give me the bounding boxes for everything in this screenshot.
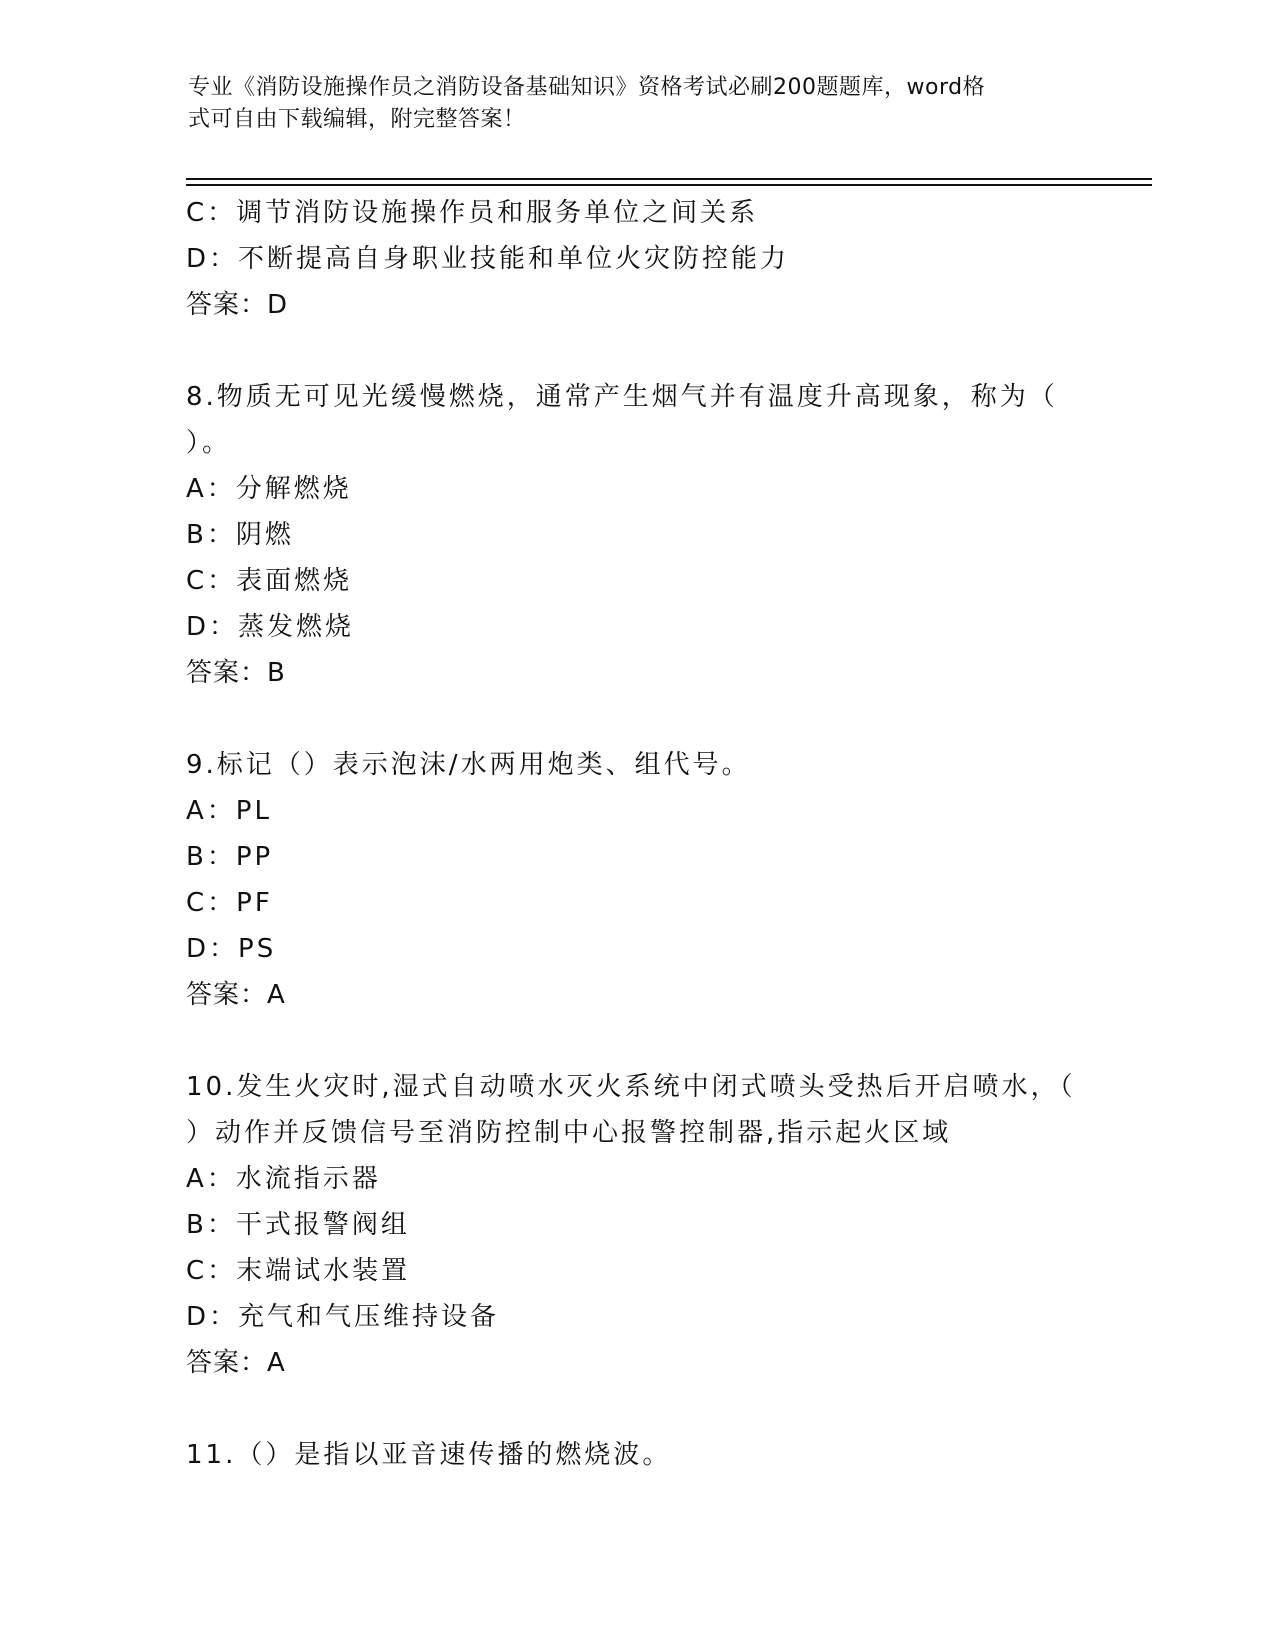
option-a: A：PL: [186, 796, 272, 826]
header-line-2: 式可自由下载编辑，附完整答案！: [188, 107, 526, 132]
option-d: D：不断提高自身职业技能和单位火灾防控能力: [186, 244, 790, 274]
document-header: [188, 72, 1068, 136]
question-8: [186, 374, 1086, 696]
spacer: [186, 1386, 1086, 1432]
option-c: C：末端试水装置: [186, 1256, 411, 1286]
question-stem-continued: ）。: [186, 428, 232, 458]
option-d: D：PS: [186, 934, 277, 964]
question-7-continuation: [186, 190, 1086, 328]
option-b: B：PP: [186, 842, 274, 872]
header-divider-top: [186, 178, 1152, 180]
option-a: A：分解燃烧: [186, 474, 352, 504]
question-list: [186, 190, 1086, 1478]
header-divider-bottom: [186, 184, 1152, 186]
spacer: [186, 328, 1086, 374]
option-b: B：干式报警阀组: [186, 1210, 410, 1240]
answer: 答案：A: [186, 980, 286, 1010]
question-10: [186, 1064, 1086, 1386]
question-stem: 9.标记（）表示泡沫/水两用炮类、组代号。: [186, 750, 751, 780]
option-c: C：调节消防设施操作员和服务单位之间关系: [186, 198, 759, 228]
header-line-1: 专业《消防设施操作员之消防设备基础知识》资格考试必刷200题题库，word格: [188, 75, 986, 100]
option-c: C：表面燃烧: [186, 566, 353, 596]
question-stem: 10.发生火灾时,湿式自动喷水灭火系统中闭式喷头受热后开启喷水，（: [186, 1072, 1076, 1102]
spacer: [186, 1018, 1086, 1064]
answer: 答案：A: [186, 1348, 286, 1378]
option-a: A：水流指示器: [186, 1164, 381, 1194]
option-d: D：充气和气压维持设备: [186, 1302, 500, 1332]
option-d: D：蒸发燃烧: [186, 612, 355, 642]
question-11: [186, 1432, 1086, 1478]
answer: 答案：D: [186, 290, 289, 320]
question-9: [186, 742, 1086, 1018]
option-b: B：阴燃: [186, 520, 294, 550]
answer: 答案：B: [186, 658, 286, 688]
question-stem: 8.物质无可见光缓慢燃烧，通常产生烟气并有温度升高现象，称为（: [186, 382, 1058, 412]
option-c: C：PF: [186, 888, 273, 918]
question-stem: 11.（）是指以亚音速传播的燃烧波。: [186, 1440, 672, 1470]
question-stem-continued: ）动作并反馈信号至消防控制中心报警控制器,指示起火区域: [186, 1118, 952, 1148]
spacer: [186, 696, 1086, 742]
